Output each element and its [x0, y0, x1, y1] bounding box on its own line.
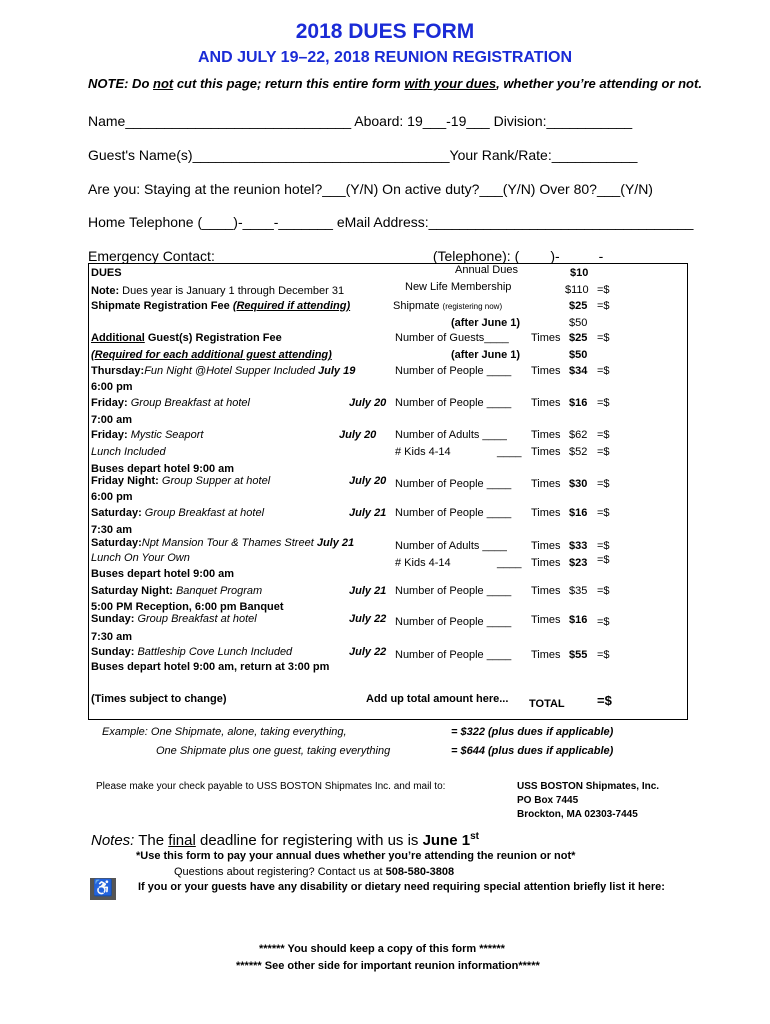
saturday-mansion-adult-amount: $33	[569, 540, 588, 552]
saturday-night-date: July 21	[349, 585, 387, 597]
mail-instruction: Please make your check payable to USS BOSTON Shipmates Inc. and mail to:	[96, 781, 446, 792]
saturday-mansion-kids-label: # Kids 4-14	[395, 557, 451, 569]
saturday-mansion-kids[interactable]: ____	[497, 557, 522, 569]
deadline-note: Notes: The final deadline for registering with us is June 1st	[91, 831, 480, 849]
mail-address-line3: Brockton, MA 02303-7445	[517, 809, 638, 820]
saturday-mansion-adult-times: Times	[531, 540, 561, 552]
emergency-contact-field[interactable]: Emergency Contact:____________________________(Telephone): (____)-_____-_________	[88, 248, 674, 264]
friday-mystic-kid-total[interactable]: =$	[597, 446, 610, 458]
friday-mystic-adults[interactable]: Number of Adults ____	[395, 429, 507, 441]
friday-mystic-adult-times: Times	[531, 429, 561, 441]
friday-mystic-lunch: Lunch Included	[91, 446, 166, 458]
saturday-mansion-adults[interactable]: Number of Adults ____	[395, 540, 507, 552]
add-up-label: Add up total amount here...	[366, 693, 509, 705]
saturday-night-total[interactable]: =$	[597, 585, 610, 597]
sunday-battleship-amount: $55	[569, 649, 588, 661]
friday-mystic-bus: Buses depart hotel 9:00 am	[91, 463, 235, 475]
sunday-breakfast-total[interactable]: =$	[597, 616, 610, 628]
sunday-breakfast-event: Sunday: Group Breakfast at hotel	[91, 613, 257, 625]
saturday-breakfast-time: 7:30 am	[91, 524, 132, 536]
friday-mystic-kid-amount: $52	[569, 446, 588, 458]
friday-breakfast-people[interactable]: Number of People ____	[395, 397, 512, 409]
saturday-mansion-adult-total[interactable]: =$	[597, 540, 610, 552]
other-side-note: ****** See other side for important reunion information*****	[236, 960, 540, 972]
saturday-mansion-event: Saturday:Npt Mansion Tour & Thames Street July 21	[91, 537, 355, 549]
wheelchair-icon: ♿	[90, 878, 116, 900]
note-line: NOTE: Do not cut this page; return this entire form with your dues, whether you’re attending or not.	[88, 76, 702, 91]
guest-amount: $25	[569, 332, 588, 344]
sunday-battleship-bus: Buses depart hotel 9:00 am, return at 3:00 pm	[91, 661, 330, 673]
example-1-value: = $322 (plus dues if applicable)	[451, 726, 614, 738]
friday-breakfast-date: July 20	[349, 397, 387, 409]
mail-address-line1: USS BOSTON Shipmates, Inc.	[517, 781, 660, 792]
saturday-breakfast-times: Times	[531, 507, 561, 519]
mail-address-line2: PO Box 7445	[517, 795, 579, 806]
use-form-note: *Use this form to pay your annual dues whether you’re attending the reunion or not*	[136, 850, 576, 862]
saturday-breakfast-people[interactable]: Number of People ____	[395, 507, 512, 519]
annual-dues-amount: $10	[570, 267, 589, 279]
dues-note: Note: Dues year is January 1 through December 31	[91, 285, 345, 297]
sunday-battleship-times: Times	[531, 649, 561, 661]
example-2-label: One Shipmate plus one guest, taking everything	[156, 745, 391, 757]
friday-night-people[interactable]: Number of People ____	[395, 478, 512, 490]
sunday-breakfast-time: 7:30 am	[91, 631, 132, 643]
shipmate-after-june: (after June 1)	[451, 317, 521, 329]
guest-total[interactable]: =$	[597, 332, 610, 344]
guest-after-amount: $50	[569, 349, 588, 361]
shipmate-registering-now: Shipmate (registering now)	[393, 300, 503, 312]
friday-breakfast-amount: $16	[569, 397, 588, 409]
sunday-breakfast-times: Times	[531, 614, 561, 626]
friday-breakfast-times: Times	[531, 397, 561, 409]
saturday-breakfast-total[interactable]: =$	[597, 507, 610, 519]
sunday-battleship-total[interactable]: =$	[597, 649, 610, 661]
hotel-duty-age-field[interactable]: Are you: Staying at the reunion hotel?___(Y/N) On active duty?___(Y/N) Over 80?___(Y/N)	[88, 181, 653, 197]
saturday-breakfast-event: Saturday: Group Breakfast at hotel	[91, 507, 265, 519]
thursday-time: 6:00 pm	[91, 381, 133, 393]
friday-breakfast-time: 7:00 am	[91, 414, 132, 426]
saturday-mansion-kid-amount: $23	[569, 557, 588, 569]
thursday-event: Thursday:Fun Night @Hotel Supper Included July 19	[91, 365, 356, 377]
shipmate-after-amount: $50	[569, 317, 588, 329]
sunday-battleship-people[interactable]: Number of People ____	[395, 649, 512, 661]
saturday-night-people[interactable]: Number of People ____	[395, 585, 512, 597]
saturday-mansion-bus: Buses depart hotel 9:00 am	[91, 568, 235, 580]
friday-night-time: 6:00 pm	[91, 491, 133, 503]
saturday-breakfast-amount: $16	[569, 507, 588, 519]
friday-breakfast-event: Friday: Group Breakfast at hotel	[91, 397, 250, 409]
guest-required-note: (Required for each additional guest attending)	[91, 349, 332, 361]
friday-night-amount: $30	[569, 478, 588, 490]
example-1-label: Example: One Shipmate, alone, taking everything,	[102, 726, 347, 738]
friday-mystic-event: Friday: Mystic Seaport	[91, 429, 204, 441]
keep-copy-note: ****** You should keep a copy of this form ******	[259, 943, 505, 955]
thursday-total[interactable]: =$	[597, 365, 610, 377]
total-label: TOTAL	[529, 698, 565, 710]
dues-label: DUES	[91, 267, 122, 279]
sunday-breakfast-amount: $16	[569, 614, 588, 626]
saturday-mansion-lunch: Lunch On Your Own	[91, 552, 190, 564]
life-membership-amount: $110	[565, 284, 589, 296]
life-membership-label: New Life Membership	[405, 281, 512, 293]
friday-mystic-adult-amount: $62	[569, 429, 588, 441]
friday-mystic-kids[interactable]: ____	[497, 446, 522, 458]
saturday-night-amount: $35	[569, 585, 588, 597]
friday-mystic-date: July 20	[339, 429, 377, 441]
friday-night-event: Friday Night: Group Supper at hotel	[91, 475, 271, 487]
life-membership-total[interactable]: =$	[597, 284, 610, 296]
thursday-amount: $34	[569, 365, 588, 377]
saturday-mansion-kid-times: Times	[531, 557, 561, 569]
saturday-night-time: 5:00 PM Reception, 6:00 pm Banquet	[91, 601, 284, 613]
friday-night-date: July 20	[349, 475, 387, 487]
saturday-night-event: Saturday Night: Banquet Program	[91, 585, 263, 597]
saturday-breakfast-date: July 21	[349, 507, 387, 519]
times-subject-note: (Times subject to change)	[91, 693, 227, 705]
telephone-email-field[interactable]: Home Telephone (____)-____-_______ eMail Address:__________________________________	[88, 214, 694, 230]
guest-times: Times	[531, 332, 561, 344]
friday-night-times: Times	[531, 478, 561, 490]
total-field[interactable]: =$	[597, 693, 612, 708]
friday-night-total[interactable]: =$	[597, 478, 610, 490]
guest-after-june: (after June 1)	[451, 349, 521, 361]
shipmate-amount: $25	[569, 300, 588, 312]
guest-rank-field[interactable]: Guest's Name(s)_________________________________Your Rank/Rate:___________	[88, 147, 638, 163]
sunday-battleship-event: Sunday: Battleship Cove Lunch Included	[91, 646, 293, 658]
questions-note: Questions about registering? Contact us at 508-580-3808	[174, 866, 455, 878]
thursday-people[interactable]: Number of People ____	[395, 365, 512, 377]
saturday-mansion-kid-total[interactable]: =$	[597, 554, 610, 566]
friday-mystic-adult-total[interactable]: =$	[597, 429, 610, 441]
saturday-night-times: Times	[531, 585, 561, 597]
guest-fee-label: Additional Guest(s) Registration Fee	[91, 332, 282, 344]
form-subtitle: AND JULY 19–22, 2018 REUNION REGISTRATION	[197, 49, 573, 66]
shipmate-fee-label: Shipmate Registration Fee (Required if attending)	[91, 300, 351, 312]
sunday-battleship-date: July 22	[349, 646, 387, 658]
annual-dues-label: Annual Dues	[455, 264, 518, 276]
disability-note: If you or your guests have any disability or dietary need requiring special attention briefly list it here:	[138, 881, 665, 893]
sunday-breakfast-date: July 22	[349, 613, 387, 625]
friday-breakfast-total[interactable]: =$	[597, 397, 610, 409]
name-aboard-division-field[interactable]: Name_____________________________ Aboard: 19___-19___ Division:___________	[88, 113, 633, 129]
friday-mystic-kids-label: # Kids 4-14	[395, 446, 451, 458]
form-title: 2018 DUES FORM	[295, 20, 475, 43]
example-2-value: = $644 (plus dues if applicable)	[451, 745, 614, 757]
shipmate-total[interactable]: =$	[597, 300, 610, 312]
number-of-guests[interactable]: Number of Guests____	[395, 332, 509, 344]
sunday-breakfast-people[interactable]: Number of People ____	[395, 616, 512, 628]
friday-mystic-kid-times: Times	[531, 446, 561, 458]
thursday-times: Times	[531, 365, 561, 377]
